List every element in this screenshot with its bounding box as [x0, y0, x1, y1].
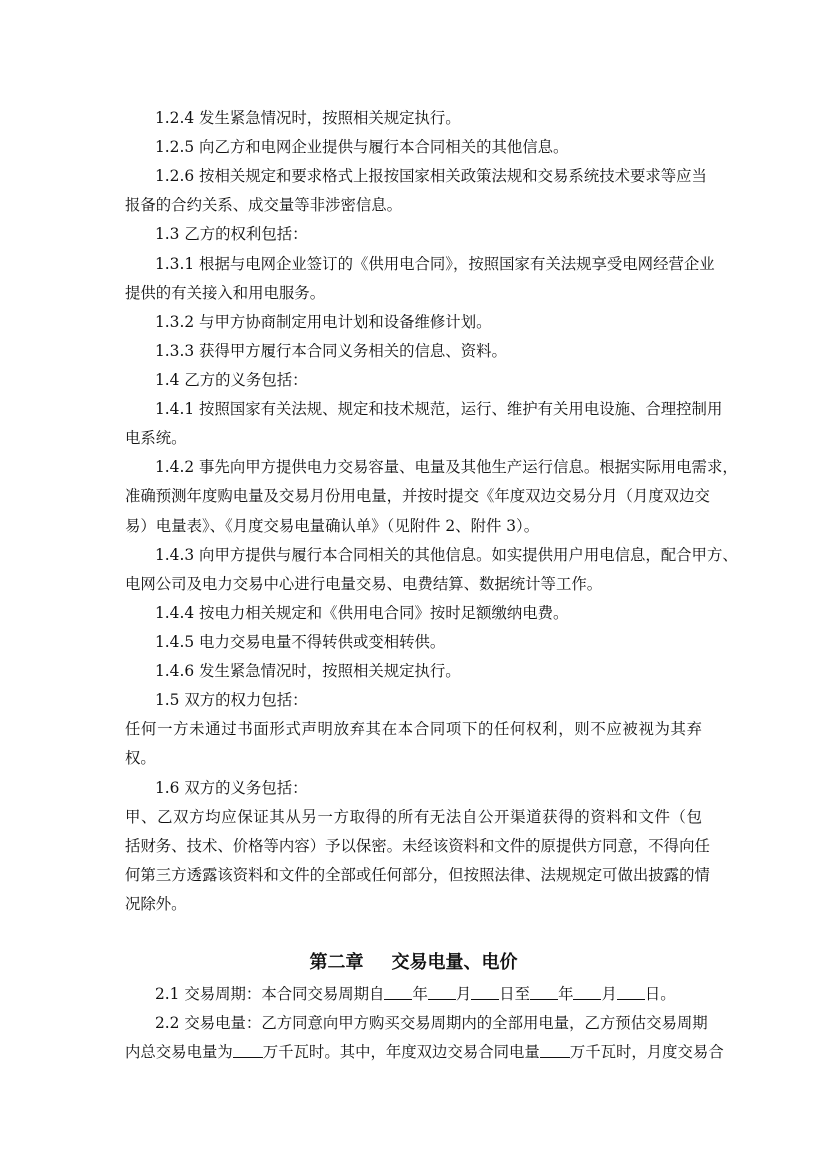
clause-1-5-line1: 任何一方未通过书面形式声明放弃其在本合同项下的任何权利，则不应被视为其弃	[125, 720, 702, 738]
clause-1-3-heading: 1.3 乙方的权利包括：	[155, 225, 308, 243]
clause-1-3-3: 1.3.3 获得甲方履行本合同义务相关的信息、资料。	[155, 342, 507, 360]
start-year-label: 年	[412, 985, 428, 1003]
clause-2-2-annual-label: 万千瓦时。其中，年度双边交易合同电量	[262, 1043, 540, 1061]
end-year-label: 年	[558, 985, 574, 1003]
clause-1-4-2-line2: 准确预测年度购电量及交易月份用电量，并按时提交《年度双边交易分月（月度双边交	[125, 487, 710, 505]
end-month-label: 月	[601, 985, 617, 1003]
clause-1-3-2: 1.3.2 与甲方协商制定用电计划和设备维修计划。	[155, 313, 492, 331]
blank-start-year[interactable]	[384, 985, 412, 1000]
clause-1-4-6: 1.4.6 发生紧急情况时，按照相关规定执行。	[155, 662, 461, 680]
clause-1-6-line2: 括财务、技术、价格等内容）予以保密。未经该资料和文件的原提供方同意，不得向任	[125, 837, 710, 855]
clause-1-4-5: 1.4.5 电力交易电量不得转供或变相转供。	[155, 633, 446, 651]
clause-1-4-2-line1: 1.4.2 事先向甲方提供电力交易容量、电量及其他生产运行信息。根据实际用电需求，	[155, 458, 738, 476]
chapter-title: 交易电量、电价	[391, 952, 518, 973]
clause-2-2-total-label: 内总交易电量为	[125, 1043, 233, 1061]
end-day-label: 日。	[644, 985, 676, 1003]
start-month-label: 月	[455, 985, 472, 1003]
clause-1-6-heading: 1.6 双方的义务包括：	[155, 779, 308, 797]
clause-2-2-monthly-label: 万千瓦时，月度交易合	[569, 1043, 724, 1061]
clause-1-2-5: 1.2.5 向乙方和电网企业提供与履行本合同相关的其他信息。	[155, 138, 569, 156]
clause-1-6-line1: 甲、乙双方均应保证其从另一方取得的所有无法自公开渠道获得的资料和文件（包	[125, 808, 702, 826]
clause-2-1	[155, 984, 676, 1004]
clause-1-2-6-line2: 报备的合约关系、成交量等非涉密信息。	[125, 196, 403, 214]
blank-end-year[interactable]	[530, 985, 558, 1000]
clause-1-2-6-line1: 1.2.6 按相关规定和要求格式上报按国家相关政策法规和交易系统技术要求等应当	[155, 167, 707, 185]
blank-start-day[interactable]	[471, 985, 499, 1000]
clause-1-4-1-line1: 1.4.1 按照国家有关法规、规定和技术规范，运行、维护有关用电设施、合理控制用	[155, 400, 723, 418]
clause-2-2-line2	[125, 1042, 724, 1062]
chapter-heading	[0, 951, 827, 975]
chapter-number: 第二章	[309, 952, 364, 973]
clause-1-6-line3: 何第三方透露该资料和文件的全部或任何部分，但按照法律、法规规定可做出披露的情	[125, 866, 710, 884]
clause-1-4-4: 1.4.4 按电力相关规定和《供用电合同》按时足额缴纳电费。	[155, 604, 569, 622]
blank-total-volume[interactable]	[233, 1043, 263, 1058]
clause-1-6-line4: 况除外。	[125, 895, 187, 913]
clause-1-3-1-line1: 1.3.1 根据与电网企业签订的《供用电合同》，按照国家有关法规享受电网经营企业	[155, 255, 715, 273]
clause-1-4-3-line1: 1.4.3 向甲方提供与履行本合同相关的其他信息。如实提供用户用电信息，配合甲方、	[155, 546, 738, 564]
clause-2-2-line1: 2.2 交易电量：乙方同意向甲方购买交易周期内的全部用电量，乙方预估交易周期	[155, 1014, 708, 1032]
blank-end-month[interactable]	[573, 985, 601, 1000]
clause-2-1-label: 2.1 交易周期：本合同交易周期自	[155, 985, 385, 1003]
clause-1-2-4: 1.2.4 发生紧急情况时，按照相关规定执行。	[155, 109, 461, 127]
blank-annual-volume[interactable]	[540, 1043, 570, 1058]
clause-1-5-line2: 权。	[125, 749, 156, 767]
clause-1-5-heading: 1.5 双方的权力包括：	[155, 691, 308, 709]
clause-1-3-1-line2: 提供的有关接入和用电服务。	[125, 284, 326, 302]
clause-1-4-2-line3: 易）电量表》、《月度交易电量确认单》（见附件 2、附件 3）。	[125, 517, 540, 535]
clause-1-4-1-line2: 电系统。	[125, 429, 187, 447]
start-day-label: 日至	[499, 985, 531, 1003]
clause-1-4-3-line2: 电网公司及电力交易中心进行电量交易、电费结算、数据统计等工作。	[125, 575, 603, 593]
blank-start-month[interactable]	[428, 985, 456, 1000]
blank-end-day[interactable]	[617, 985, 645, 1000]
clause-1-4-heading: 1.4 乙方的义务包括：	[155, 371, 308, 389]
